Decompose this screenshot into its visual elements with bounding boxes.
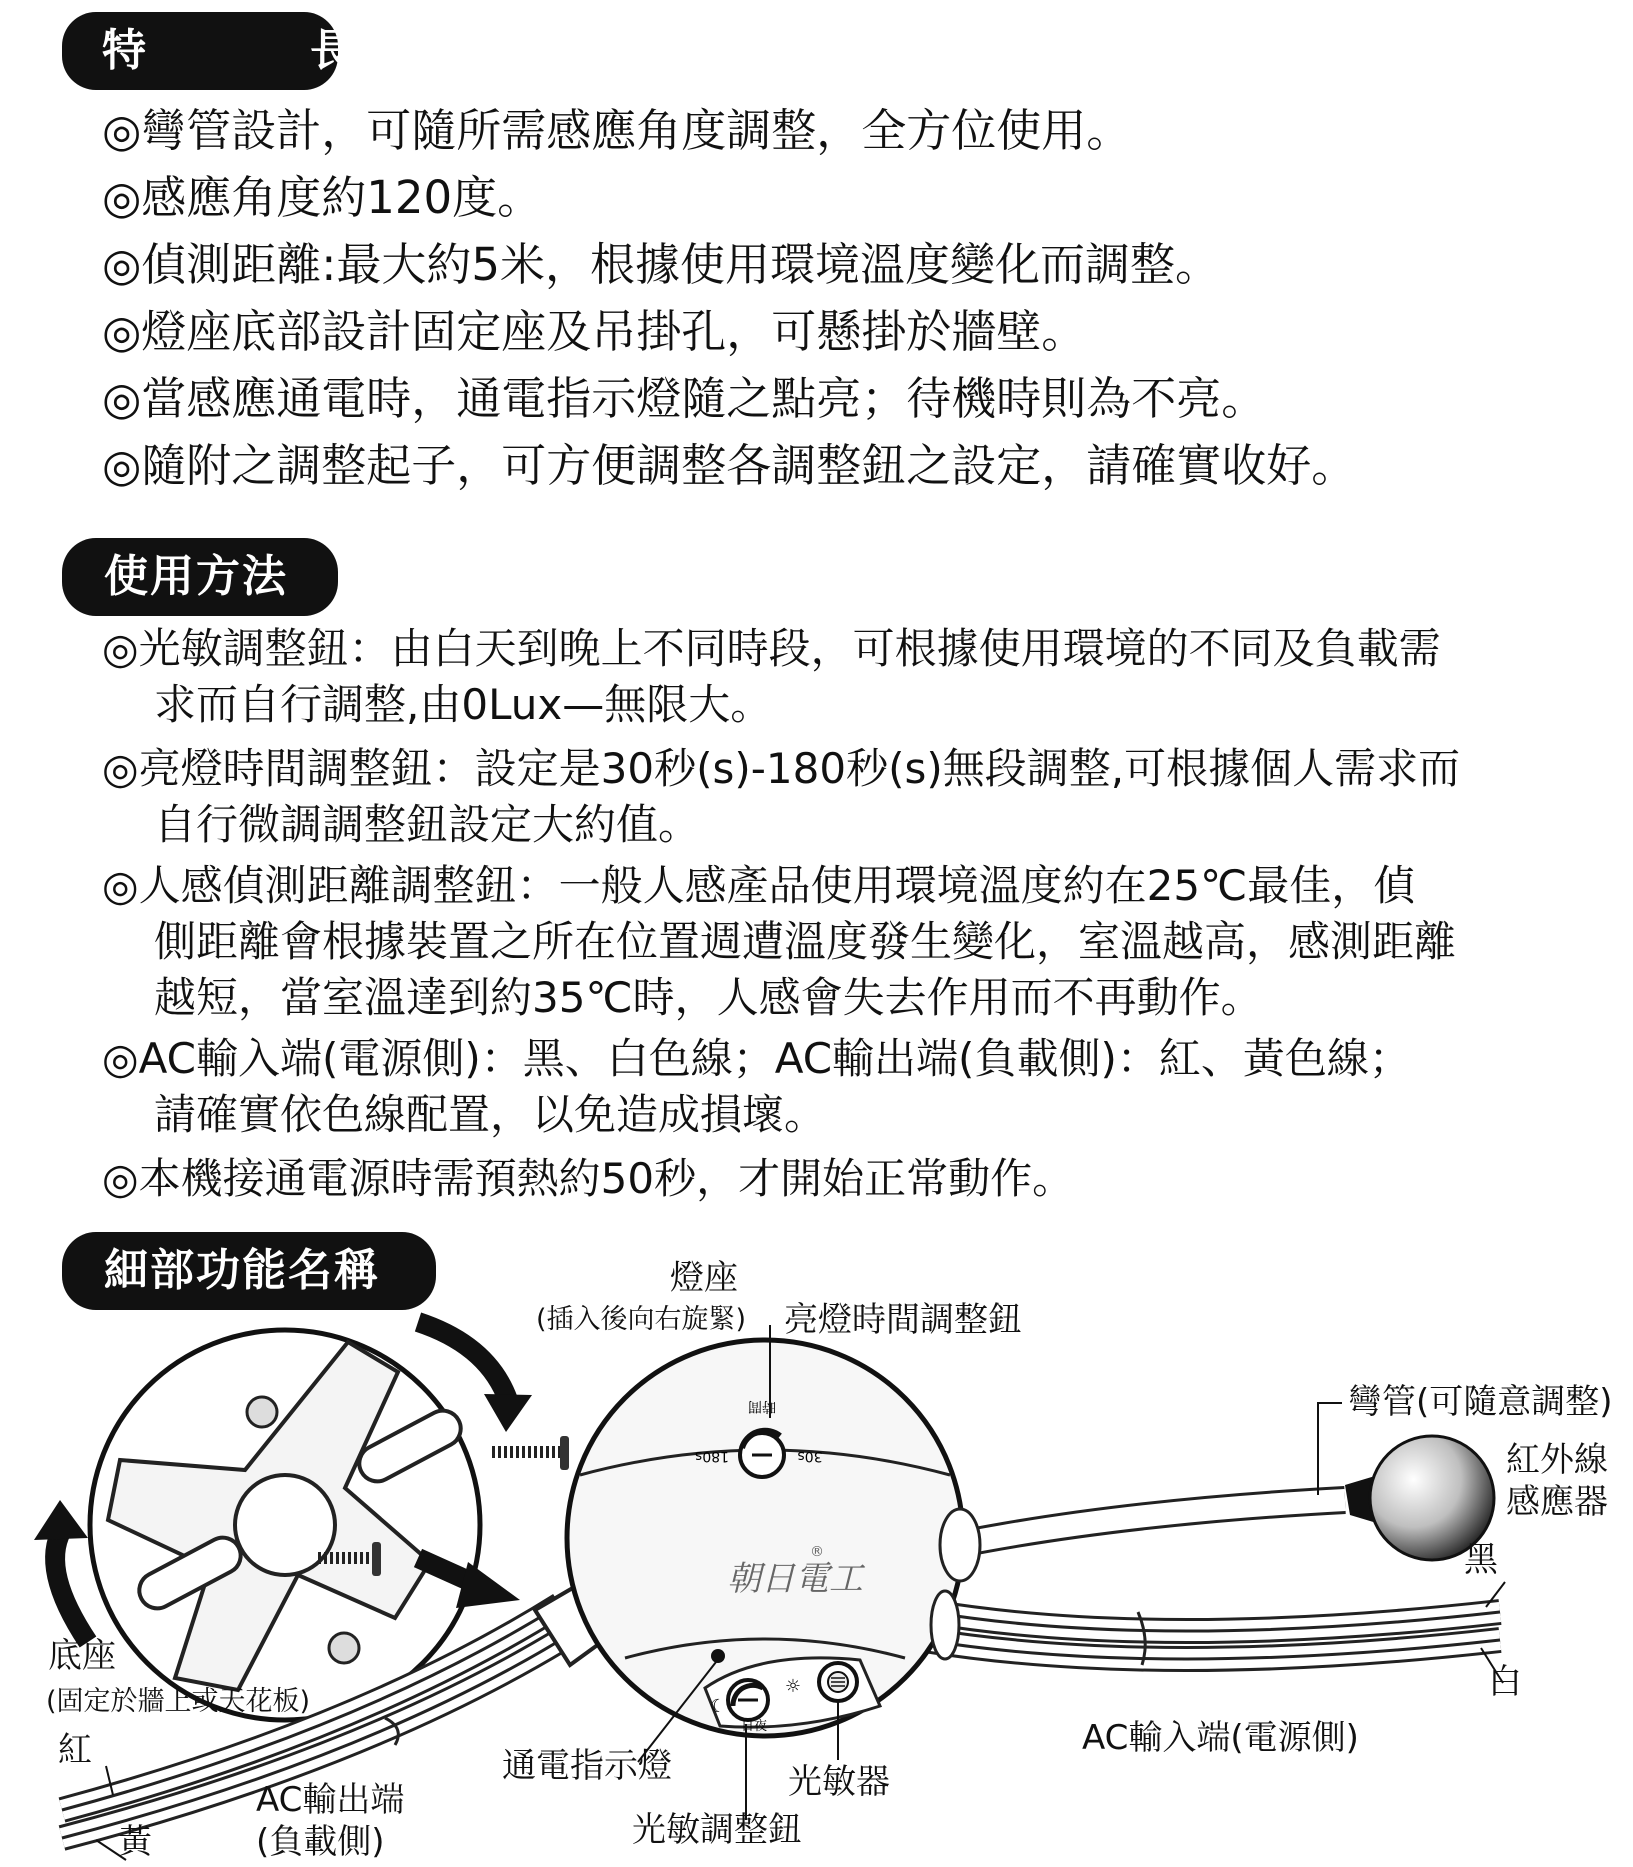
moon-icon: ☾ [709, 1696, 727, 1717]
brand-logo: 朝日電工 [727, 1559, 863, 1599]
usage-line: 請確實依色線配置，以免造成損壞。 [154, 1090, 827, 1139]
label-white-wire: 白 [1488, 1662, 1522, 1702]
feature-item: ◎當感應通電時，通電指示燈隨之點亮；待機時則為不亮。 [102, 372, 1267, 425]
usage-heading: 使用方法 [62, 538, 338, 616]
feature-item: ◎燈座底部設計固定座及吊掛孔，可懸掛於牆壁。 [102, 305, 1087, 358]
light-sensor [819, 1663, 857, 1701]
label-power-led: 通電指示燈 [502, 1746, 672, 1786]
input-cable [925, 1612, 1500, 1665]
feature-item: ◎隨附之調整起子，可方便調整各調整鈕之設定，請確實收好。 [102, 439, 1357, 492]
label-base-note: (固定於牆上或天花板) [46, 1686, 311, 1717]
power-led [711, 1649, 725, 1663]
parts-heading: 細部功能名稱 [62, 1232, 436, 1310]
label-ac-output-1: AC輸出端 [256, 1780, 405, 1820]
usage-line: 自行微調調整鈕設定大約值。 [154, 800, 701, 849]
usage-line: ◎AC輸入端(電源側)：黑、白色線；AC輸出端(負載側)：紅、黃色線； [102, 1034, 1411, 1083]
label-light-knob: 光敏調整鈕 [632, 1810, 802, 1850]
feature-item: ◎彎管設計，可隨所需感應角度調整，全方位使用。 [102, 104, 1132, 157]
label-timer-knob: 亮燈時間調整鈕 [784, 1300, 1022, 1340]
label-base: 底座 [48, 1636, 116, 1676]
usage-line: 越短，當室溫達到約35℃時，人感會失去作用而不再動作。 [154, 973, 1263, 1022]
rotate-arrow-icon [34, 1500, 88, 1642]
label-black-wire: 黑 [1464, 1540, 1498, 1580]
sun-icon: ☼ [784, 1676, 802, 1697]
label-bend-tube: 彎管(可隨意調整) [1348, 1382, 1613, 1422]
timer-knob[interactable] [740, 1431, 784, 1477]
usage-item [102, 621, 1602, 733]
usage-line: 側距離會根據裝置之所在位置週遭溫度發生變化，室溫越高，感測距離 [154, 917, 1457, 966]
usage-item [102, 741, 1602, 853]
label-lamp-base: 燈座 [670, 1258, 738, 1298]
label-light-sensor: 光敏器 [788, 1762, 890, 1802]
features-heading: 特 長 [62, 12, 338, 90]
label-red-wire: 紅 [58, 1730, 92, 1770]
light-knob[interactable] [728, 1680, 768, 1720]
label-ir-sensor-1: 紅外線 [1506, 1440, 1608, 1480]
base-plate [90, 1330, 480, 1720]
knob-180-label: 180s [694, 1448, 730, 1464]
usage-item [102, 1031, 1602, 1143]
usage-item [102, 858, 1602, 1026]
usage-item [102, 1151, 1602, 1207]
label-ac-output-2: (負載側) [256, 1822, 385, 1862]
usage-line: ◎本機接通電源時需預熱約50秒，才開始正常動作。 [102, 1154, 1075, 1203]
bend-tube [955, 1470, 1400, 1545]
usage-line: ◎人感偵測距離調整鈕：一般人感產品使用環境溫度約在25℃最佳，偵 [102, 861, 1416, 910]
usage-line: ◎亮燈時間調整鈕：設定是30秒(s)-180秒(s)無段調整,可根據個人需求而 [102, 744, 1461, 793]
knob-daynight-label: 日夜 [740, 1719, 768, 1734]
usage-line: ◎光敏調整鈕：由白天到晚上不同時段，可根據使用環境的不同及負載需 [102, 624, 1441, 673]
label-ac-input: AC輸入端(電源側) [1082, 1718, 1359, 1758]
label-yellow-wire: 黃 [118, 1822, 152, 1862]
label-ir-sensor-2: 感應器 [1506, 1482, 1608, 1522]
label-lamp-base-note: (插入後向右旋緊) [536, 1304, 747, 1335]
registered-mark: ® [810, 1544, 824, 1560]
feature-item: ◎感應角度約120度。 [102, 171, 543, 224]
feature-item: ◎偵測距離:最大約5米，根據使用環境溫度變化而調整。 [102, 238, 1221, 291]
screw-icon [492, 1436, 569, 1470]
usage-line: 求而自行調整,由0Lux—無限大。 [154, 680, 773, 729]
knob-timer-label: 時間 [748, 1398, 776, 1414]
knob-30-label: 30s [797, 1448, 823, 1464]
